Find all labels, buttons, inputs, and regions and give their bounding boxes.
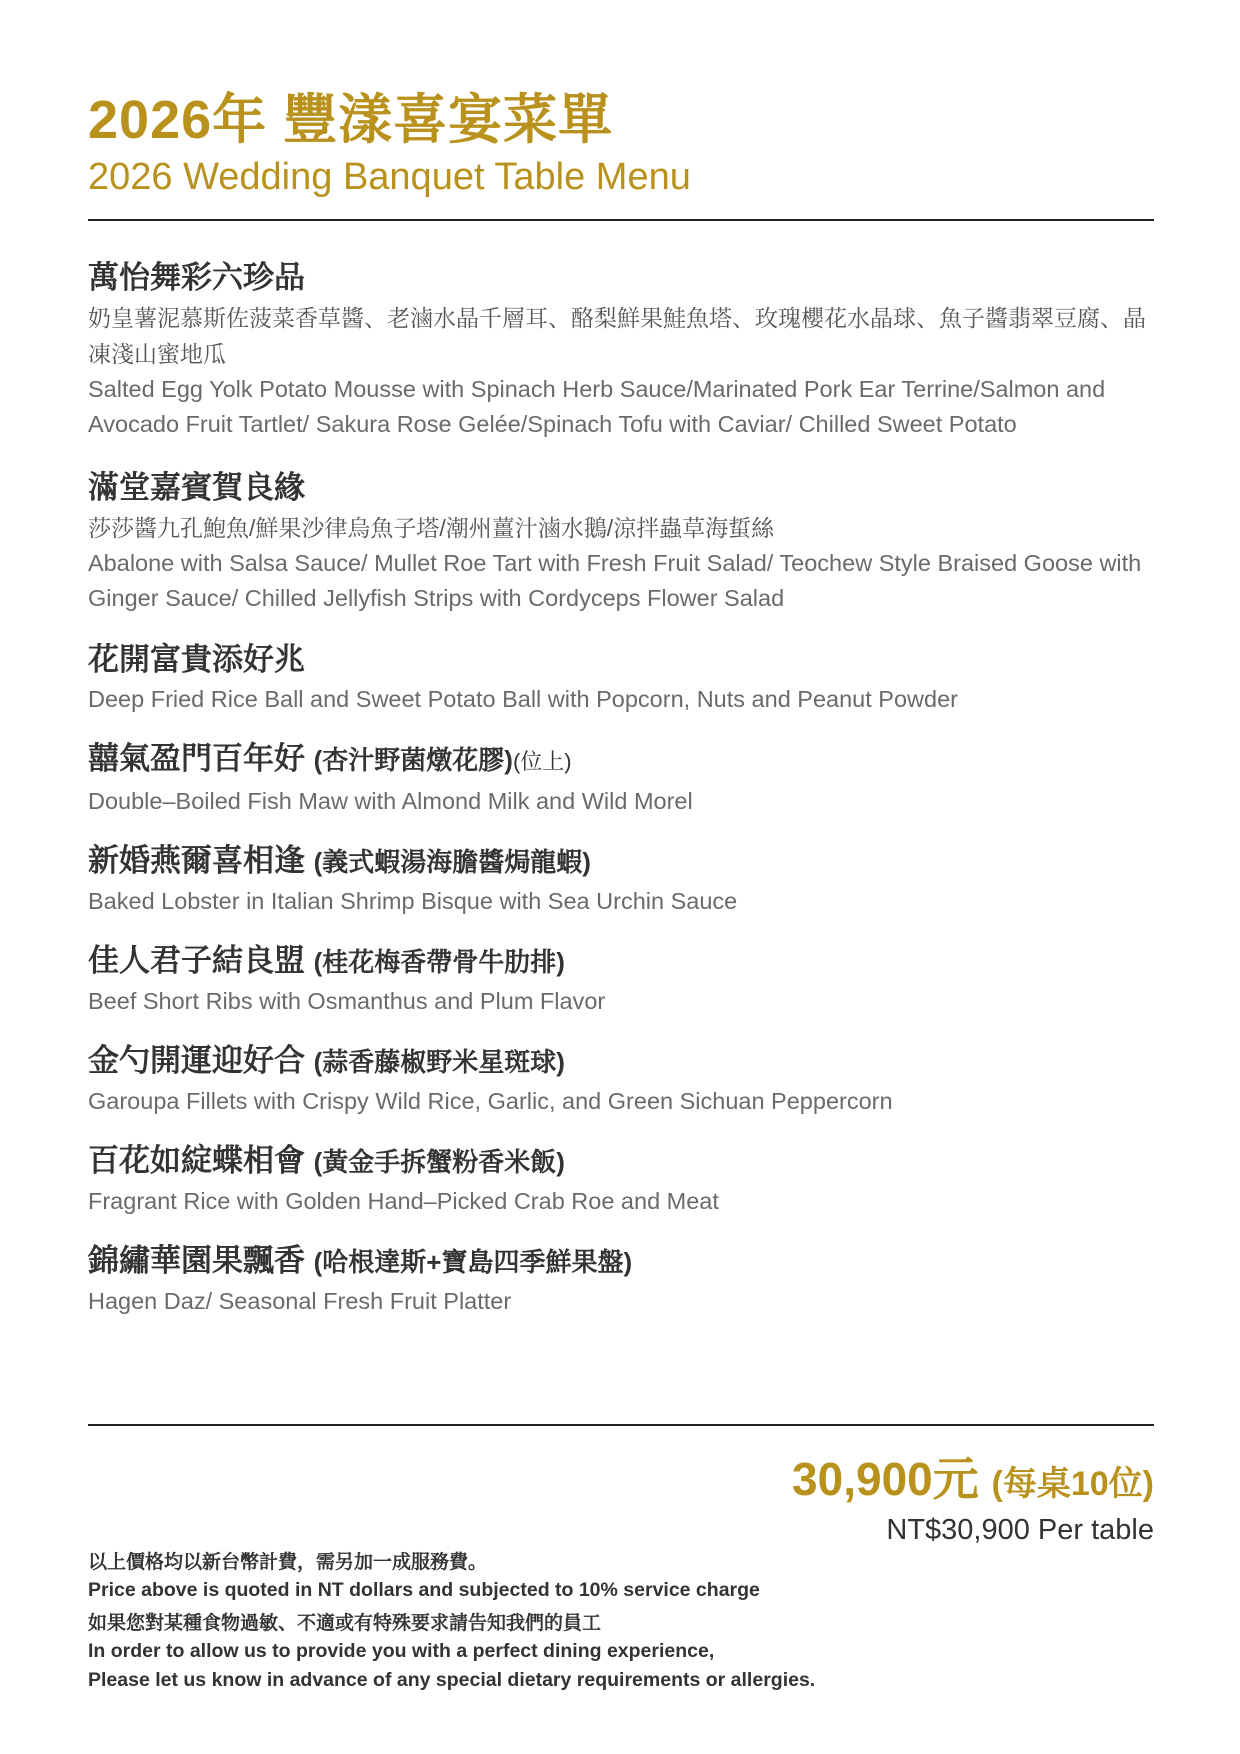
menu-item-desc-en: Fragrant Rice with Golden Hand–Picked Crab Roe and Meat <box>88 1188 719 1214</box>
menu-item <box>88 638 1154 717</box>
menu-item <box>88 1039 1154 1119</box>
menu-item-name: 錦繡華園果飄香 <box>88 1243 305 1278</box>
menu-item-dish-zh: (義式蝦湯海膽醬焗龍蝦) <box>313 847 591 877</box>
menu-item-name: 萬怡舞彩六珍品 <box>88 260 305 295</box>
menu-list <box>88 256 1154 1339</box>
menu-item-dish-zh: (杏汁野菌燉花膠) <box>313 745 513 775</box>
menu-item-desc-en: Deep Fried Rice Ball and Sweet Potato Ball with Popcorn, Nuts and Peanut Powder <box>88 686 958 712</box>
menu-item-desc-zh: 奶皇薯泥慕斯佐菠菜香草醬、老滷水晶千層耳、酪梨鮮果鮭魚塔、玫瑰櫻花水晶球、魚子醬翡翠豆腐、晶凍淺山蜜地瓜 <box>88 305 1146 367</box>
allergy-note-en-2: Please let us know in advance of any special dietary requirements or allergies. <box>88 1669 816 1691</box>
price-amount: 30,900元 <box>792 1453 979 1505</box>
menu-item-heading <box>88 1039 1154 1084</box>
menu-item-desc-en: Hagen Daz/ Seasonal Fresh Fruit Platter <box>88 1288 512 1314</box>
menu-item-desc-en: Abalone with Salsa Sauce/ Mullet Roe Tart with Fresh Fruit Salad/ Teochew Style Braised Goose with Ginger Sauce/ Chilled Jellyfish Strips with Cordyceps Flower Salad <box>88 550 1142 611</box>
service-note-zh: 以上價格均以新台幣計費，需另加一成服務費。 <box>88 1552 488 1573</box>
menu-item <box>88 737 1154 819</box>
menu-item-dish-zh: (哈根達斯+寶島四季鮮果盤) <box>313 1247 633 1277</box>
menu-item-name: 百花如綻蝶相會 <box>88 1143 305 1178</box>
menu-item-heading <box>88 939 1154 984</box>
menu-item-dish-zh: (黃金手拆蟹粉香米飯) <box>313 1147 565 1177</box>
menu-item <box>88 1139 1154 1219</box>
menu-item-name: 囍氣盈門百年好 <box>88 741 305 776</box>
menu-item-name: 金勺開運迎好合 <box>88 1043 305 1078</box>
menu-item-serving-note: (位上) <box>512 749 572 774</box>
price-per-table: (每桌10位) <box>991 1465 1154 1503</box>
menu-item-heading <box>88 839 1154 884</box>
menu-item-desc-en: Double–Boiled Fish Maw with Almond Milk and Wild Morel <box>88 788 693 814</box>
menu-item <box>88 839 1154 919</box>
menu-item-heading <box>88 737 1154 784</box>
allergy-note-zh: 如果您對某種食物過敏、不適或有特殊要求請告知我們的員工 <box>88 1613 602 1634</box>
menu-item-heading <box>88 1239 1154 1284</box>
bottom-divider <box>88 1424 1154 1426</box>
menu-item-desc-zh: 莎莎醬九孔鮑魚/鮮果沙律烏魚子塔/潮州薑汁滷水鵝/涼拌蟲草海蜇絲 <box>88 515 775 541</box>
menu-item <box>88 256 1154 442</box>
menu-item-desc-en: Garoupa Fillets with Crispy Wild Rice, Garlic, and Green Sichuan Peppercorn <box>88 1088 893 1114</box>
menu-item-dish-zh: (桂花梅香帶骨牛肋排) <box>313 947 565 977</box>
menu-item <box>88 1239 1154 1319</box>
menu-item-name: 新婚燕爾喜相逢 <box>88 843 305 878</box>
page-title: 2026年 豐漾喜宴菜單 <box>88 90 614 150</box>
menu-item-name: 滿堂嘉賓賀良緣 <box>88 470 305 505</box>
allergy-note-en-1: In order to allow us to provide you with a perfect dining experience, <box>88 1640 715 1662</box>
menu-item-dish-zh: (蒜香藤椒野米星斑球) <box>313 1047 565 1077</box>
menu-item <box>88 939 1154 1019</box>
footnotes <box>88 1549 1154 1695</box>
menu-item-name: 花開富貴添好兆 <box>88 642 305 677</box>
menu-item-name: 佳人君子結良盟 <box>88 943 305 978</box>
price-zh <box>792 1451 1154 1512</box>
price-en: NT$30,900 Per table <box>886 1514 1154 1546</box>
service-note-en: Price above is quoted in NT dollars and subjected to 10% service charge <box>88 1579 760 1601</box>
menu-item-desc-en: Beef Short Ribs with Osmanthus and Plum Flavor <box>88 988 606 1014</box>
page-subtitle: 2026 Wedding Banquet Table Menu <box>88 156 691 198</box>
menu-item-desc-en: Salted Egg Yolk Potato Mousse with Spinach Herb Sauce/Marinated Pork Ear Terrine/Salmon and Avocado Fruit Tartlet/ Sakura Rose Gelée/Spinach Tofu with Caviar/ Chilled Sweet Potato <box>88 376 1106 437</box>
menu-item-desc-en: Baked Lobster in Italian Shrimp Bisque with Sea Urchin Sauce <box>88 888 738 914</box>
top-divider <box>88 219 1154 221</box>
menu-item-heading <box>88 1139 1154 1184</box>
menu-item <box>88 466 1154 616</box>
